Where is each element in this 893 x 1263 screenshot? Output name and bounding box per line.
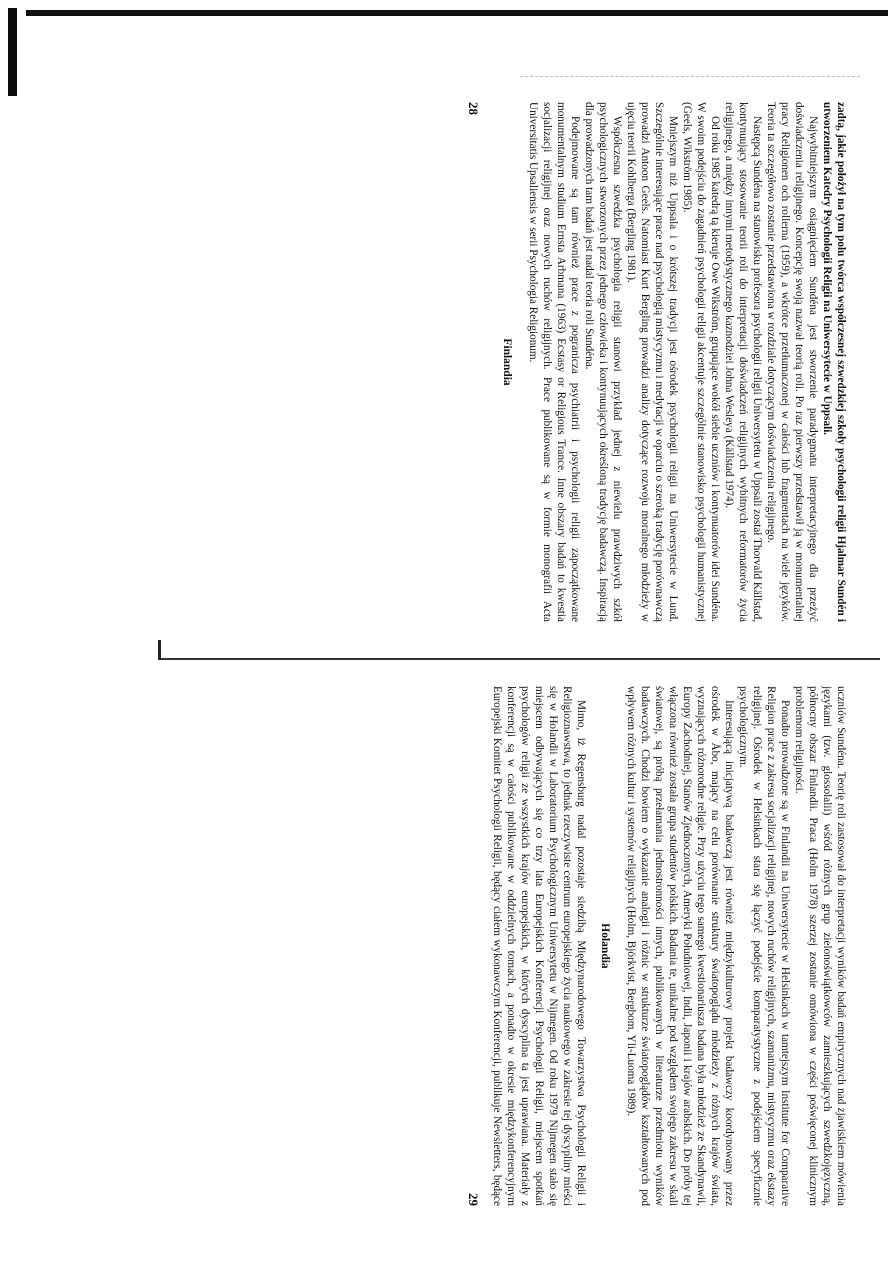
paragraph: Najwybitniejszym osiągnięciem Sundéna jest stworzenie paradygmatu interpretacyjnego dla przeżyć doświadczenia religijnego. Koncepcję swoją nazwał teorią roli. Po raz pierwszy przedstawił ją w monumentalnej pracy Religionen och rollerna (1959), a wkrótce przetłumaczonej w całości lub fragmentach na wiele języków. Teoria ta szczegółowo zostanie przedstawiona w rozdziale dotyczącym doświadczenia religijnego. [765,102,819,622]
scan-edge-mark [8,8,17,96]
page-fold-mark [158,640,161,660]
paragraph: Podejmowane są tam również prace z pogranicza psychiatrii i psychologii religii zapoczątkowane monumentalnym studium Ernsta Arbmana (1963) Ecstasy or Religious Trance. Inne obszary badań to kwestia socjalizacji religijnej oraz nowych ruchów religijnych. Prace publikowane są w formie monografii Acta Universitatis Upsaliensis w serii Psychologia Religionum. [527,102,581,622]
book-page-28 [468,102,848,622]
book-page-29 [468,686,848,1206]
paragraph: Następcą Sundéna na stanowisku profesora psychologii religii Uniwersytetu w Uppsali został Thorvald Källstad, kontynuujący stosowanie teorii roli do interpretacji doświadczeń religijnych wybitnych reformatorów życia religijnego, a między innymi metodystycznego kaznodziei Johna Wesleya (Källstad 1974). [723,102,763,622]
scan-dotted-artifact [520,76,860,78]
page-number: 29 [466,1193,481,1206]
paragraph: uczniów Sundéna. Teorię roli zastosował do interpretacji wyników badań empirycznych nad zjawiskiem mówienia językami (tzw. glossolalii) wśród różnych grup zielonoświątkowców zamieszkujących szwedzkojęzyczną, północny obszar Finlandii. Praca (Holm 1978) szerzej zostanie omówiona w części poświęconej klinicznym problemom religijności. [793,686,847,1206]
paragraph: Współczesna szwedzka psychologia religii stanowi przykład jednej z niewielu prawdziwych szkół psychologicznych stworzonych przez jednego człowieka i kontynuujących określoną tradycję badawczą. Inspiracją dla prowadzonych tam badań jest nadal teoria roli Sundéna. [583,102,623,622]
page-number: 28 [466,102,481,115]
scan-edge-line [26,10,888,16]
paragraph: Mniejszym niż Uppsala i o krótszej tradycji jest ośrodek psychologii religii na Uniwersytecie w Lund. Szczególnie interesujące prace nad psychologią mistycyzmu i medytacji w oparciu o szeroką tradycję porównawczą prowadzi Antoon Geels. Natomiast Kurt Bergling prowadzi analizy dotyczące rozwoju moralnego młodzieży w ujęciu teorii Kohlberga (Bergling 1981). [625,102,679,622]
section-heading-finland: Finlandia [501,338,513,386]
paragraph: Mimo, iż Regensburg nadal pozostaje siedzibą Międzynarodowego Towarzystwa Psychologii Religii i Religioznawstwa, to jednak rzeczywiste centrum europejskiego życia naukowego w zakresie tej dyscypliny mieści się w Holandii w Laboratorium Psychologicznym Uniwersytetu w Nijmegen. Od roku 1979 Nijmegen stało się miejscem odbywających się co trzy lata Europejskich Konferencji Psychologii Religii, miejscem spotkań psychologów religii ze wszystkich krajów europejskich, w których dyscyplina ta jest uprawiana. Materiały z konferencji są w całości publikowane w oddzielnych tomach, a ponadto w okresie międzykonferencyjnym Europejski Komitet Psychologii Religii, będący ciałem wykonawczym Konferencji, publikuje Newsletters, będące [491,686,587,1206]
page-fold-line [158,658,880,660]
paragraph: zadtą, jakie położył na tym polu twórca współczesnej szwedzkiej szkoły psychologii religii Hjalmar Sundén i utworzeniem Katedry Psychologii Religii na Uniwersytecie w Uppsali. [821,102,847,622]
page-29-text [490,686,848,1206]
page-28-text [490,102,848,622]
paragraph: Od roku 1985 katedrą tą kieruje Owe Wikström, grupujące wokół siebie uczniów i kontynuatorów idei Sundéna. W swoim podejściu do zagadnień psychologii religii akcentuje szczególnie stanowisko psychologii humanistycznej (Geels, Wikström 1985). [681,102,721,622]
paragraph: Ponadto prowadzone są w Finlandii na Uniwersytecie w Helsinkach w tamtejszym Institute for Comparative Religion prace z zakresu socjalizacji religijnej, nowych ruchów religijnych, szamanizmu, mistycyzmu oraz ekstazy religijnej. Ośrodek w Helsinkach stara się łączyć podejście komparatystyczne z podejściem specyficznie psychologicznym. [737,686,791,1206]
section-heading-holland: Holandia [599,923,611,969]
paragraph: Interesującą inicjatywą badawczą jest również międzykulturowy projekt badawczy koordynowany przez ośrodek w Åbo, mający na celu porównanie struktury światopoglądu młodzieży z różnych krajów świata, wyznających różnorodne religie. Przy użyciu tego samego kwestionariusza badana była młodzież ze Skandynawii, Europy Zachodniej, Stanów Zjednoczonych, Ameryki Południowej, Indii, Japonii i krajów arabskich. Do próby tej włączona również została grupa studentów polskich. Badania te, unikalne pod względem swojego zakresu w skali światowej, są próbą przełamania jednostronności innych, publikowanych w literaturze przedmiotu wyników badawczych. Chodzi bowiem o wykazanie analogii i różnic w strukturze światopoglądów kształtowanych pod wpływem różnych kultur i systemów religijnych (Holm, Björkvist, Bergbom, Yli-Luoma 1989). [625,686,735,1206]
